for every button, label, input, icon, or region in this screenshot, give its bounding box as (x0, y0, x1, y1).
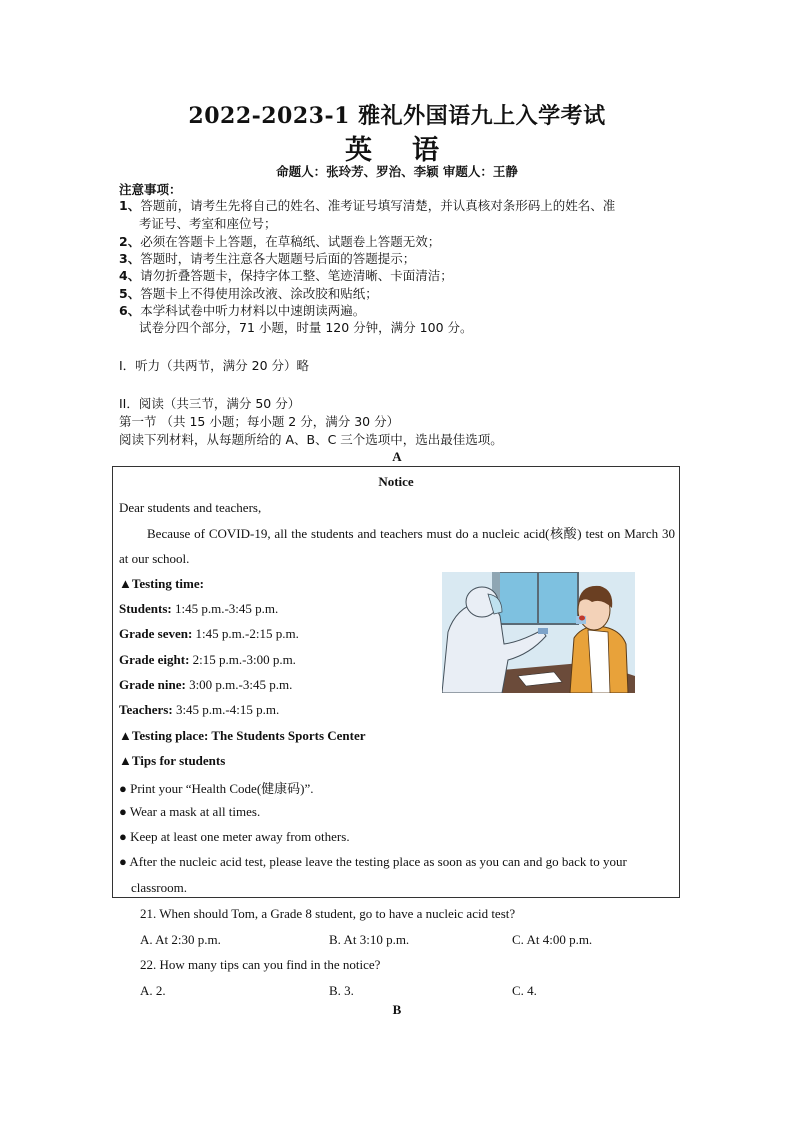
reading-section: II．阅读（共三节，满分 50 分） (119, 396, 301, 411)
notice-greeting: Dear students and teachers, (119, 500, 262, 515)
note-item: 1、答题前，请考生先将自己的姓名、准考证号填写清楚，并认真核对条形码上的姓名、准 (119, 198, 616, 213)
time-row: Grade eight: 2:15 p.m.-3:00 p.m. (119, 652, 296, 667)
subject-title: 英语 (345, 135, 479, 166)
reading-instructions: 阅读下列材料，从每题所给的 A、B、C 三个选项中，选出最佳选项。 (119, 432, 503, 447)
tip-item: ● Keep at least one meter away from others. (119, 829, 350, 844)
note-item: 2、必须在答题卡上答题，在草稿纸、试题卷上答题无效； (119, 234, 441, 249)
time-row: Students: 1:45 p.m.-3:45 p.m. (119, 601, 279, 616)
note-item: 4、请勿折叠答题卡，保持字体工整、笔迹清晰、卡面清洁； (119, 268, 453, 283)
option-c: C. 4. (512, 983, 537, 998)
question-stem: 22. How many tips can you find in the notice? (140, 957, 381, 972)
testing-place: ▲Testing place: The Students Sports Center (119, 728, 366, 743)
option-b: B. At 3:10 p.m. (329, 932, 410, 947)
tips-label: ▲Tips for students (119, 753, 226, 768)
listening-section: I．听力（共两节，满分 20 分）略 (119, 358, 310, 373)
time-row: Grade seven: 1:45 p.m.-2:15 p.m. (119, 626, 299, 641)
tip-item: ● After the nucleic acid test, please leave the testing place as soon as you can and go back to your (119, 854, 627, 869)
note-item: 6、本学科试卷中听力材料以中速朗读两遍。 (119, 303, 366, 318)
notice-title: Notice (378, 474, 414, 489)
nucleic-test-illustration (442, 572, 635, 693)
testing-time-label: ▲Testing time: (119, 576, 204, 591)
option-a: A. 2. (140, 983, 166, 998)
authors-line: 命题人：张玲芳、罗治、李颖 审题人：王静 (276, 164, 518, 179)
notes-heading: 注意事项： (119, 182, 182, 197)
option-b: B. 3. (329, 983, 354, 998)
tip-item: ● Print your “Health Code(健康码)”. (119, 781, 314, 796)
time-row: Teachers: 3:45 p.m.-4:15 p.m. (119, 702, 280, 717)
note-item: 5、答题卡上不得使用涂改液、涂改胶和贴纸； (119, 286, 378, 301)
option-a: A. At 2:30 p.m. (140, 932, 221, 947)
time-row: Grade nine: 3:00 p.m.-3:45 p.m. (119, 677, 293, 692)
note-item: 3、答题时，请考生注意各大题题号后面的答题提示； (119, 251, 416, 266)
notice-intro: Because of COVID-19, all the students and teachers must do a nucleic acid(核酸) test on March 30 at our school. (119, 526, 675, 566)
passage-letter-b: B (392, 1002, 402, 1017)
question-stem: 21. When should Tom, a Grade 8 student, go to have a nucleic acid test? (140, 906, 516, 921)
tip-item-continued: classroom. (131, 880, 187, 895)
note-item: 试卷分四个部分，71 小题，时量 120 分钟，满分 100 分。 (139, 320, 473, 335)
passage-letter-a: A (392, 449, 402, 464)
option-c: C. At 4:00 p.m. (512, 932, 593, 947)
tip-item: ● Wear a mask at all times. (119, 804, 261, 819)
note-item: 考证号、考室和座位号； (139, 216, 277, 231)
part1-heading: 第一节 （共 15 小题；每小题 2 分，满分 30 分） (119, 414, 400, 429)
exam-title: 2022-2023-1 雅礼外国语九上入学考试 (188, 103, 606, 129)
